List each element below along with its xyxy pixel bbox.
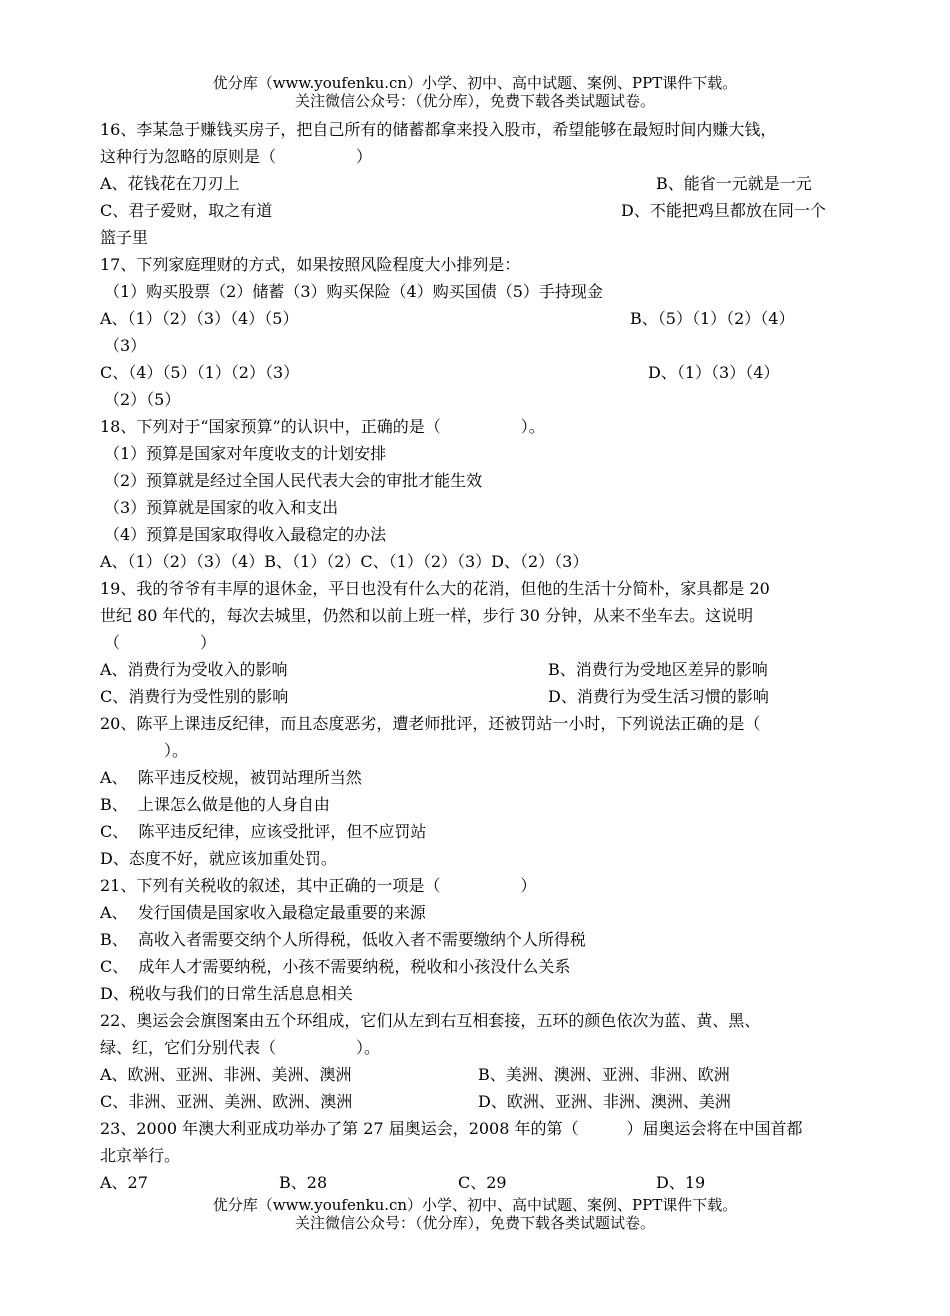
q23-option-d: D、19 xyxy=(656,1173,706,1192)
q16-option-d: D、不能把鸡旦都放在同一个 xyxy=(621,201,826,220)
q18-options: A、（1）（2）（3）（4）B、（1）（2）C、（1）（2）（3）D、（2）（3） xyxy=(100,552,589,571)
q21-stem: 21、下列有关税收的叙述，其中正确的一项是（ ） xyxy=(100,876,537,895)
footer-line-1: 优分库（www.youfenku.cn）小学、初中、高中试题、案例、PPT课件下载。 xyxy=(212,1196,738,1214)
footer-line-2: 关注微信公众号：（优分库），免费下载各类试题试卷。 xyxy=(294,1214,655,1232)
q23-option-b: B、28 xyxy=(279,1173,328,1192)
q16-option-b: B、能省一元就是一元 xyxy=(656,174,812,193)
q22-option-d: D、欧洲、亚洲、非洲、澳洲、美洲 xyxy=(478,1092,731,1111)
q17-option-a: A、（1）（2）（3）（4）（5） xyxy=(100,309,299,328)
q16-stem-2: 这种行为忽略的原则是（ ） xyxy=(100,147,373,166)
q17-option-b: B、（5）（1）（2）（4） xyxy=(630,309,795,328)
q20-stem-1: 20、陈平上课违反纪律，而且态度恶劣，遭老师批评，还被罚站一小时，下列说法正确的是（ xyxy=(100,714,761,733)
q23-option-c: C、29 xyxy=(458,1173,507,1192)
q17-option-d-cont: （2）（5） xyxy=(104,390,181,409)
q19-stem-3: （ ） xyxy=(104,633,217,652)
q19-option-c: C、消费行为受性别的影响 xyxy=(100,687,289,706)
q22-option-c: C、非洲、亚洲、美洲、欧洲、澳洲 xyxy=(100,1092,353,1111)
q21-option-d: D、税收与我们的日常生活息息相关 xyxy=(100,984,353,1003)
q21-option-c: C、 成年人才需要纳税，小孩不需要纳税，税收和小孩没什么关系 xyxy=(100,957,571,976)
q17-option-b-cont: （3） xyxy=(104,336,147,355)
q21-option-a: A、 发行国债是国家收入最稳定最重要的来源 xyxy=(100,903,426,922)
q19-stem-2: 世纪 80 年代的，每次去城里，仍然和以前上班一样，步行 30 分钟，从来不坐车去。这说明 xyxy=(100,606,754,625)
q17-option-d: D、（1）（3）（4） xyxy=(648,363,780,382)
q20-option-d: D、态度不好，就应该加重处罚。 xyxy=(100,849,337,868)
q19-option-a: A、消费行为受收入的影响 xyxy=(100,660,288,679)
q16-option-d-cont: 篮子里 xyxy=(100,228,149,247)
q22-option-b: B、美洲、澳洲、亚洲、非洲、欧洲 xyxy=(478,1065,730,1084)
q17-option-c: C、（4）（5）（1）（2）（3） xyxy=(100,363,300,382)
q20-option-a: A、 陈平违反校规，被罚站理所当然 xyxy=(100,768,362,787)
q17-items: （1）购买股票（2）储蓄（3）购买保险（4）购买国债（5）手持现金 xyxy=(104,282,603,301)
q21-option-b: B、 高收入者需要交纳个人所得税，低收入者不需要缴纳个人所得税 xyxy=(100,930,586,949)
header-line-1: 优分库（www.youfenku.cn）小学、初中、高中试题、案例、PPT课件下载。 xyxy=(212,74,738,92)
q18-item-4: （4）预算是国家取得收入最稳定的办法 xyxy=(104,525,387,544)
q17-stem: 17、下列家庭理财的方式，如果按照风险程度大小排列是： xyxy=(100,255,521,274)
header-line-2: 关注微信公众号：（优分库），免费下载各类试题试卷。 xyxy=(294,92,655,110)
q19-stem-1: 19、我的爷爷有丰厚的退休金，平日也没有什么大的花消，但他的生活十分简朴，家具都是 20 xyxy=(100,579,770,598)
q22-stem-2: 绿、红，它们分别代表（ ）。 xyxy=(100,1038,381,1057)
q20-stem-2: ）。 xyxy=(100,741,189,760)
q20-option-c: C、 陈平违反纪律，应该受批评，但不应罚站 xyxy=(100,822,427,841)
q16-option-c: C、君子爱财，取之有道 xyxy=(100,201,273,220)
q23-stem-1: 23、2000 年澳大利亚成功举办了第 27 届奥运会，2008 年的第（ ）届奥运会将在中国首都 xyxy=(100,1119,803,1138)
q18-item-2: （2）预算就是经过全国人民代表大会的审批才能生效 xyxy=(104,471,483,490)
q20-option-b: B、 上课怎么做是他的人身自由 xyxy=(100,795,330,814)
q16-option-a: A、花钱花在刀刃上 xyxy=(100,174,240,193)
q19-option-b: B、消费行为受地区差异的影响 xyxy=(548,660,768,679)
q23-option-a: A、27 xyxy=(100,1173,148,1192)
q23-stem-2: 北京举行。 xyxy=(100,1146,181,1165)
q18-stem: 18、下列对于“国家预算”的认识中，正确的是（ ）。 xyxy=(100,417,545,436)
q16-stem-1: 16、李某急于赚钱买房子，把自己所有的储蓄都拿来投入股市，希望能够在最短时间内赚大钱， xyxy=(100,120,777,139)
q22-stem-1: 22、奥运会会旗图案由五个环组成，它们从左到右互相套接，五环的颜色依次为蓝、黄、黑、 xyxy=(100,1011,761,1030)
q18-item-1: （1）预算是国家对年度收支的计划安排 xyxy=(104,444,387,463)
q19-option-d: D、消费行为受生活习惯的影响 xyxy=(548,687,769,706)
q22-option-a: A、欧洲、亚洲、非洲、美洲、澳洲 xyxy=(100,1065,352,1084)
q18-item-3: （3）预算就是国家的收入和支出 xyxy=(104,498,339,517)
